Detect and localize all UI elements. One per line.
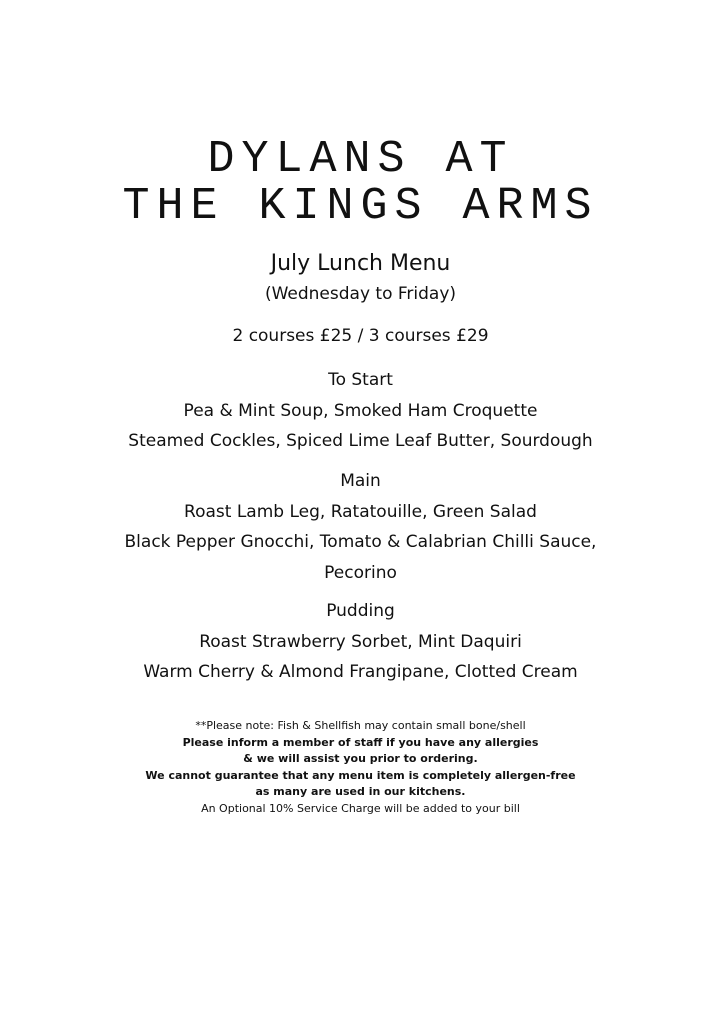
fish-note: **Please note: Fish & Shellfish may contain small bone/shell bbox=[195, 719, 526, 732]
menu-pricing: 2 courses £25 / 3 courses £29 bbox=[232, 326, 489, 346]
menu-name: July Lunch Menu bbox=[270, 251, 451, 276]
dish-item: Warm Cherry & Almond Frangipane, Clotted Cream bbox=[143, 662, 578, 682]
restaurant-title-line-1: DYLANS AT bbox=[207, 134, 514, 185]
section-pudding bbox=[0, 596, 721, 688]
allergy-note-1: Please inform a member of staff if you have any allergies bbox=[182, 735, 539, 749]
allergy-note-4: as many are used in our kitchens. bbox=[255, 785, 466, 798]
service-charge-note: An Optional 10% Service Charge will be added to your bill bbox=[201, 801, 520, 815]
restaurant-title-line-2: THE KINGS ARMS bbox=[122, 181, 599, 232]
section-to-start bbox=[0, 365, 721, 457]
allergy-note-3: We cannot guarantee that any menu item is completely allergen-free bbox=[145, 768, 576, 782]
dish-item: Roast Strawberry Sorbet, Mint Daquiri bbox=[199, 631, 522, 652]
dish-item: Pea & Mint Soup, Smoked Ham Croquette bbox=[183, 400, 538, 421]
section-main bbox=[0, 466, 721, 588]
section-heading: Main bbox=[340, 471, 381, 491]
menu-notes bbox=[0, 718, 721, 817]
menu-days: (Wednesday to Friday) bbox=[264, 284, 457, 304]
dish-item: Steamed Cockles, Spiced Lime Leaf Butter, Sourdough bbox=[128, 431, 593, 451]
dish-item: Pecorino bbox=[324, 562, 397, 583]
section-heading: Pudding bbox=[326, 601, 395, 621]
section-heading: To Start bbox=[328, 370, 393, 390]
dish-item: Black Pepper Gnocchi, Tomato & Calabrian Chilli Sauce, bbox=[124, 532, 597, 552]
allergy-note-2: & we will assist you prior to ordering. bbox=[243, 752, 478, 765]
dish-item: Roast Lamb Leg, Ratatouille, Green Salad bbox=[184, 501, 537, 522]
